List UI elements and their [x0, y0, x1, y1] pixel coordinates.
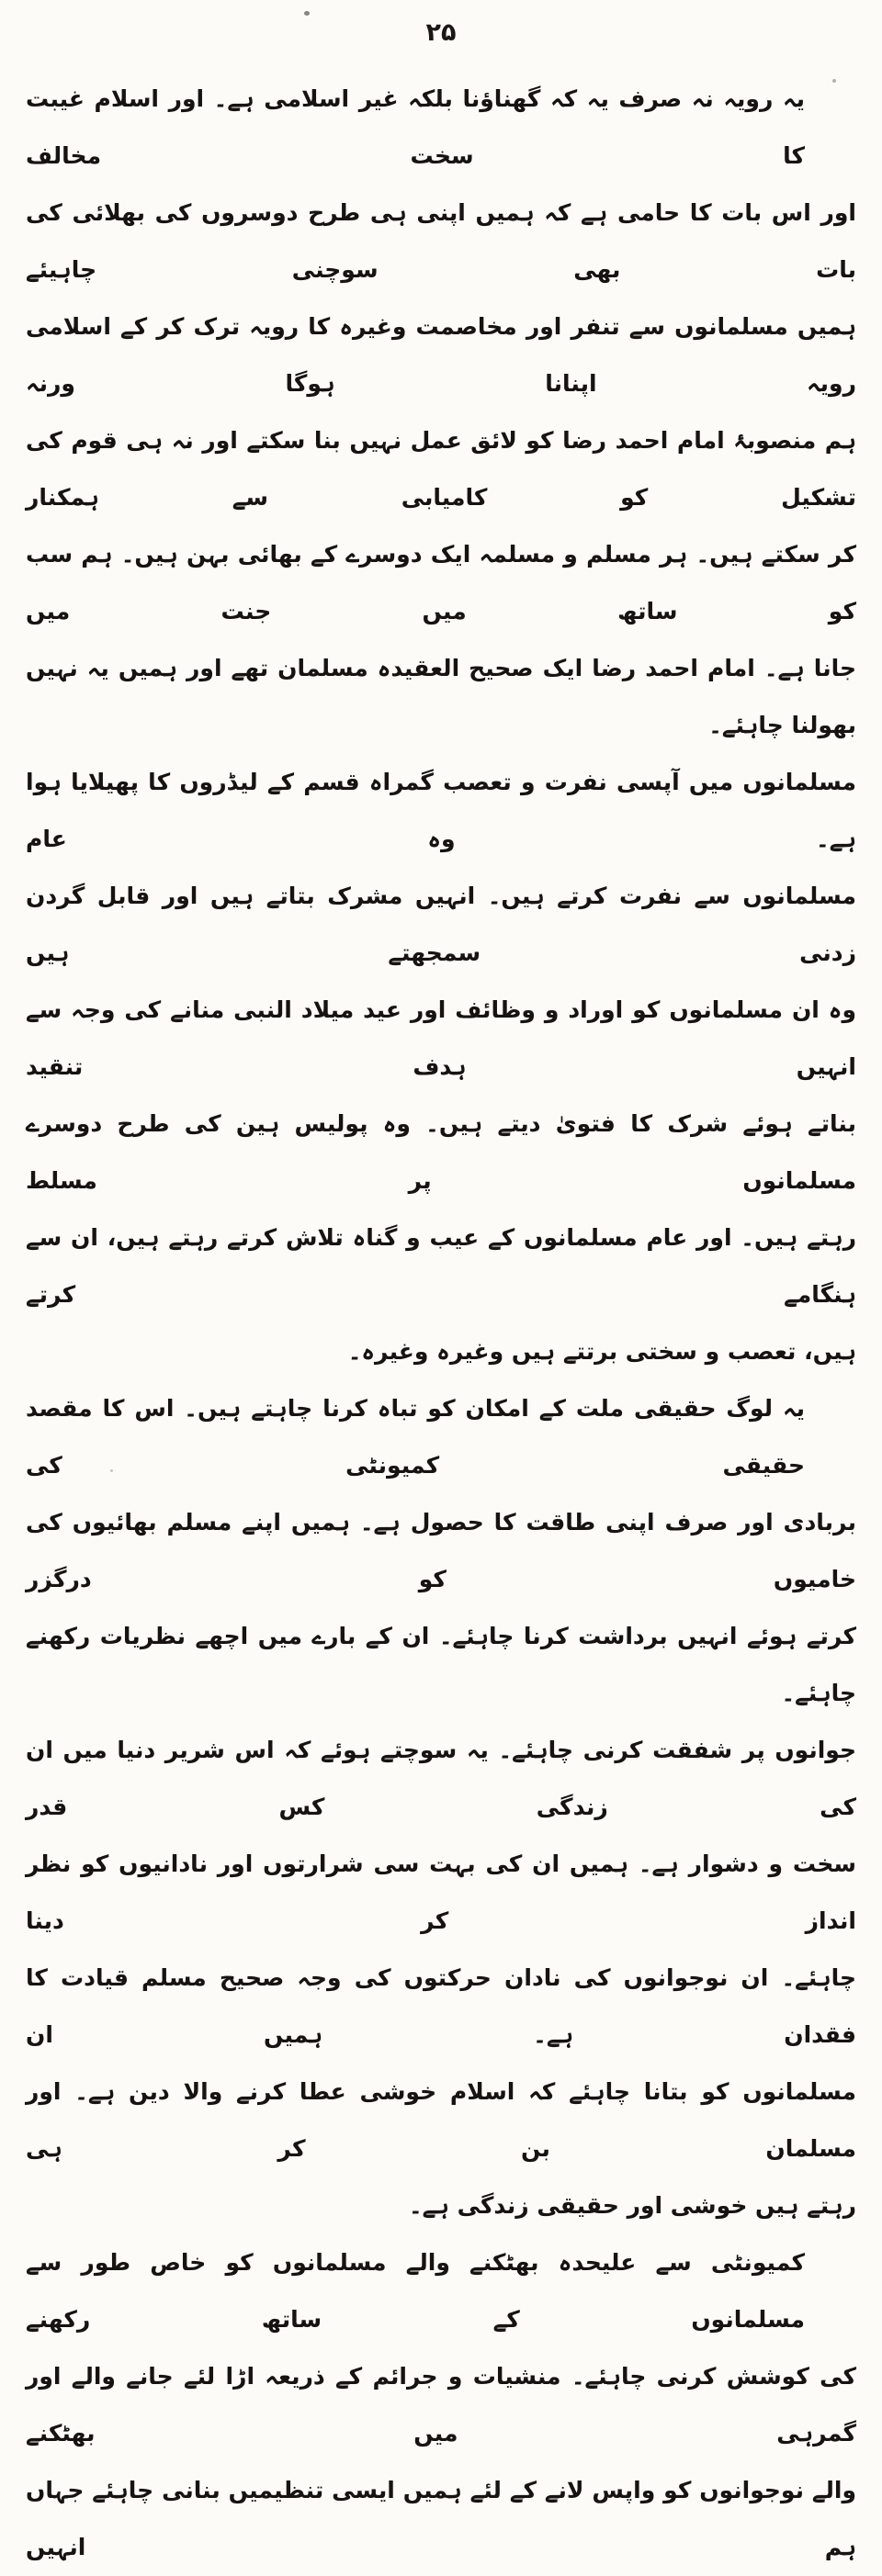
paragraph: [26, 71, 856, 754]
text-line: چاہئے۔ ان نوجوانوں کی نادان حرکتوں کی وجہ صحیح مسلم قیادت کا فقدان ہے۔ ہمیں ان: [26, 1964, 856, 2048]
text-line: مسلمانوں سے نفرت کرتے ہیں۔ انہیں مشرک بتاتے ہیں اور قابل گردن زدنی سمجھتے ہیں: [26, 883, 856, 966]
text-line: مسلمانوں میں آپسی نفرت و تعصب گمراہ قسم کے لیڈروں کا پھیلایا ہوا ہے۔ وہ عام: [26, 769, 856, 852]
scan-speck: [304, 11, 310, 16]
scan-speck: [832, 79, 836, 83]
text-line: سخت و دشوار ہے۔ ہمیں ان کی بہت سی شرارتوں اور نادانیوں کو نظر انداز کر دینا: [26, 1850, 856, 1934]
text-line: اور اس بات کا حامی ہے کہ ہمیں اپنی ہی طرح دوسروں کی بھلائی کی بات بھی سوچنی چاہیئے: [26, 199, 856, 283]
text-line: یہ رویہ نہ صرف یہ کہ گھناؤنا بلکہ غیر اسلامی ہے۔ اور اسلام غیبت کا سخت مخالف: [26, 85, 805, 169]
paragraph: [26, 1380, 856, 2234]
text-line: رہتے ہیں خوشی اور حقیقی زندگی ہے۔: [408, 2192, 856, 2219]
body-text: [26, 71, 856, 2576]
page-number: ۲۵: [425, 18, 457, 47]
text-line: والے نوجوانوں کو واپس لانے کے لئے ہمیں ایسی تنظیمیں بنانی چاہئے جہاں ہم انہیں: [26, 2477, 856, 2560]
text-line: ہیں، تعصب و سختی برتتے ہیں وغیرہ وغیرہ۔: [347, 1338, 856, 1365]
text-line: وہ ان مسلمانوں کو اوراد و وظائف اور عید میلاد النبی منانے کی وجہ سے انہیں ہدف تنقید: [26, 996, 856, 1080]
text-line: کر سکتے ہیں۔ ہر مسلم و مسلمہ ایک دوسرے کے بھائی بہن ہیں۔ ہم سب کو ساتھ میں جنت میں: [26, 541, 856, 624]
text-line: بربادی اور صرف اپنی طاقت کا حصول ہے۔ ہمیں اپنے مسلم بھائیوں کی خامیوں کو درگزر: [26, 1509, 856, 1592]
paragraph: [26, 2234, 856, 2576]
text-line: کرتے ہوئے انہیں برداشت کرنا چاہئے۔ ان کے بارے میں اچھے نظریات رکھنے چاہئے۔: [26, 1623, 856, 1706]
scan-speck: [110, 1469, 113, 1472]
text-line: کی کوشش کرنی چاہئے۔ منشیات و جرائم کے ذریعہ اڑا لئے جانے والے اور گمرہی میں بھٹکنے: [26, 2363, 856, 2447]
text-line: جانا ہے۔ امام احمد رضا ایک صحیح العقیدہ مسلمان تھے اور ہمیں یہ نہیں بھولنا چاہئے۔: [26, 655, 856, 738]
paragraph: [26, 754, 856, 1380]
text-line: یہ لوگ حقیقی ملت کے امکان کو تباہ کرنا چاہتے ہیں۔ اس کا مقصد حقیقی کمیونٹی کی: [26, 1395, 805, 1479]
text-line: جوانوں پر شفقت کرنی چاہئے۔ یہ سوچتے ہوئے کہ اس شریر دنیا میں ان کی زندگی کس قدر: [26, 1737, 856, 1820]
text-line: بناتے ہوئے شرک کا فتویٰ دیتے ہیں۔ وہ پولیس ہین کی طرح دوسرے مسلمانوں پر مسلط: [26, 1110, 856, 1194]
text-line: رہتے ہیں۔ اور عام مسلمانوں کے عیب و گناہ تلاش کرتے رہتے ہیں، ان سے ہنگامے کرتے: [26, 1224, 856, 1308]
text-line: ہم منصوبۂ امام احمد رضا کو لائق عمل نہیں بنا سکتے اور نہ ہی قوم کی تشکیل کو کامیابی سے ہمکنار: [26, 427, 856, 511]
text-line: کمیونٹی سے علیحدہ بھٹکنے والے مسلمانوں کو خاص طور سے مسلمانوں کے ساتھ رکھنے: [26, 2249, 805, 2333]
text-line: ہمیں مسلمانوں سے تنفر اور مخاصمت وغیرہ کا رویہ ترک کر کے اسلامی رویہ اپنانا ہوگا ورنہ: [26, 313, 856, 397]
text-line: مسلمانوں کو بتانا چاہئے کہ اسلام خوشی عطا کرنے والا دین ہے۔ اور مسلمان بن کر ہی: [26, 2078, 856, 2162]
